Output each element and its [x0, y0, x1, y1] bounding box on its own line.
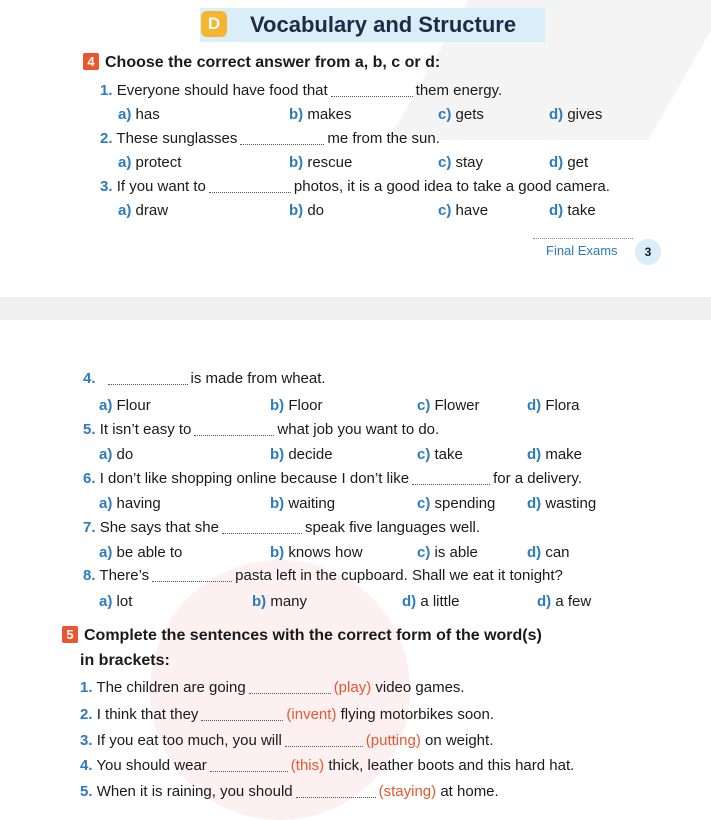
- option-c[interactable]: d) a little: [402, 593, 460, 610]
- answer-blank[interactable]: [240, 134, 324, 145]
- option-b[interactable]: b) rescue: [289, 154, 353, 171]
- question-text: She says that she: [99, 519, 219, 536]
- section5-heading: [62, 626, 542, 645]
- option-c[interactable]: c) gets: [438, 106, 484, 123]
- answer-blank[interactable]: [222, 523, 302, 534]
- option-b[interactable]: b) do: [289, 202, 325, 219]
- option-b[interactable]: b) knows how: [270, 544, 363, 561]
- option-d[interactable]: d) get: [549, 154, 589, 171]
- question-number: 4.: [83, 370, 96, 387]
- answer-blank[interactable]: [249, 683, 331, 694]
- question-number: 8.: [83, 567, 96, 584]
- section5-instruction: Complete the sentences with the correct form of the word(s): [84, 627, 542, 644]
- answer-blank[interactable]: [152, 571, 232, 582]
- option-a[interactable]: a) lot: [99, 593, 133, 610]
- option-d[interactable]: d) make: [527, 446, 583, 463]
- question-text: If you want to: [116, 178, 206, 195]
- option-a[interactable]: a) Flour: [99, 397, 151, 414]
- option-c[interactable]: c) spending: [417, 495, 496, 512]
- completion-item-1: 1. The children are going (play) video games.: [80, 679, 465, 696]
- question-text: photos, it is a good idea to take a good camera.: [293, 178, 610, 195]
- option-a[interactable]: a) has: [118, 106, 160, 123]
- item-number: 1.: [80, 679, 93, 696]
- option-c[interactable]: c) take: [417, 446, 463, 463]
- answer-blank[interactable]: [194, 425, 274, 436]
- question-number: 7.: [83, 519, 96, 536]
- footer-label: Final Exams: [546, 243, 618, 258]
- section4-number: 4: [83, 53, 99, 70]
- section4-heading: [83, 53, 440, 72]
- answer-blank[interactable]: [285, 736, 363, 747]
- option-b[interactable]: b) makes: [289, 106, 352, 123]
- option-d[interactable]: d) take: [549, 202, 596, 219]
- question-text: I don’t like shopping online because I don’t like: [99, 470, 410, 487]
- section4-instruction: Choose the correct answer from a, b, c or d:: [105, 54, 441, 71]
- option-b[interactable]: b) waiting: [270, 495, 336, 512]
- answer-blank[interactable]: [209, 182, 291, 193]
- question-5: [83, 421, 439, 438]
- question-6: [83, 470, 582, 487]
- item-number: 3.: [80, 732, 93, 749]
- question-3: [100, 178, 610, 195]
- question-text: It isn’t easy to: [99, 421, 192, 438]
- item-number: 5.: [80, 783, 93, 800]
- option-a[interactable]: a) protect: [118, 154, 182, 171]
- page-separator: [0, 297, 711, 320]
- option-c[interactable]: c) have: [438, 202, 489, 219]
- question-7: [83, 519, 480, 536]
- completion-item-4: 4. You should wear (this) thick, leather boots and this hard hat.: [80, 757, 575, 774]
- word-hint: (this): [290, 757, 325, 774]
- item-number: 2.: [80, 706, 93, 723]
- completion-item-3: 3. If you eat too much, you will (putting) on weight.: [80, 732, 494, 749]
- word-hint: (invent): [286, 706, 337, 723]
- section5-instruction-cont: in brackets:: [80, 652, 170, 669]
- option-a[interactable]: a) do: [99, 446, 134, 463]
- answer-blank[interactable]: [108, 374, 188, 385]
- option-a[interactable]: a) having: [99, 495, 161, 512]
- question-text: what job you want to do.: [277, 421, 440, 438]
- option-c[interactable]: c) stay: [438, 154, 484, 171]
- question-number: 6.: [83, 470, 96, 487]
- option-a[interactable]: a) be able to: [99, 544, 183, 561]
- question-text: is made from wheat.: [190, 370, 326, 387]
- page-title: Vocabulary and Structure: [250, 12, 517, 37]
- option-d[interactable]: d) can: [527, 544, 570, 561]
- option-a[interactable]: a) draw: [118, 202, 169, 219]
- question-text: Everyone should have food that: [116, 82, 328, 99]
- question-text: me from the sun.: [327, 130, 440, 147]
- completion-item-5: 5. When it is raining, you should (staying) at home.: [80, 783, 499, 800]
- question-number: 1.: [100, 82, 113, 99]
- question-2: [100, 130, 440, 147]
- question-8: [83, 567, 563, 584]
- question-number: 2.: [100, 130, 113, 147]
- completion-item-2: 2. I think that they (invent) flying motorbikes soon.: [80, 706, 495, 723]
- item-number: 4.: [80, 757, 93, 774]
- footer-rule: [533, 238, 633, 239]
- word-hint: (staying): [378, 783, 437, 800]
- option-b[interactable]: b) decide: [270, 446, 333, 463]
- question-number: 5.: [83, 421, 96, 438]
- word-hint: (play): [333, 679, 372, 696]
- question-text: pasta left in the cupboard. Shall we eat it tonight?: [235, 567, 563, 584]
- question-text: them energy.: [415, 82, 503, 99]
- question-1: [100, 82, 502, 99]
- option-b[interactable]: b) many: [252, 593, 308, 610]
- question-number: 3.: [100, 178, 113, 195]
- word-hint: (putting): [365, 732, 421, 749]
- answer-blank[interactable]: [296, 787, 376, 798]
- option-c[interactable]: c) Flower: [417, 397, 480, 414]
- answer-blank[interactable]: [210, 761, 288, 772]
- section-letter-badge: D: [201, 11, 227, 37]
- question-text: speak five languages well.: [304, 519, 481, 536]
- option-b[interactable]: b) Floor: [270, 397, 323, 414]
- question-text: for a delivery.: [493, 470, 582, 487]
- page-number: 3: [635, 239, 661, 265]
- option-d[interactable]: d) a few: [537, 593, 592, 610]
- question-4: [83, 370, 326, 387]
- option-d[interactable]: d) wasting: [527, 495, 597, 512]
- answer-blank[interactable]: [201, 710, 283, 721]
- answer-blank[interactable]: [412, 474, 490, 485]
- option-d[interactable]: d) gives: [549, 106, 603, 123]
- option-d[interactable]: d) Flora: [527, 397, 580, 414]
- question-text: These sunglasses: [116, 130, 238, 147]
- option-c[interactable]: c) is able: [417, 544, 478, 561]
- answer-blank[interactable]: [331, 86, 413, 97]
- section5-number: 5: [62, 626, 78, 643]
- question-text: There’s: [99, 567, 150, 584]
